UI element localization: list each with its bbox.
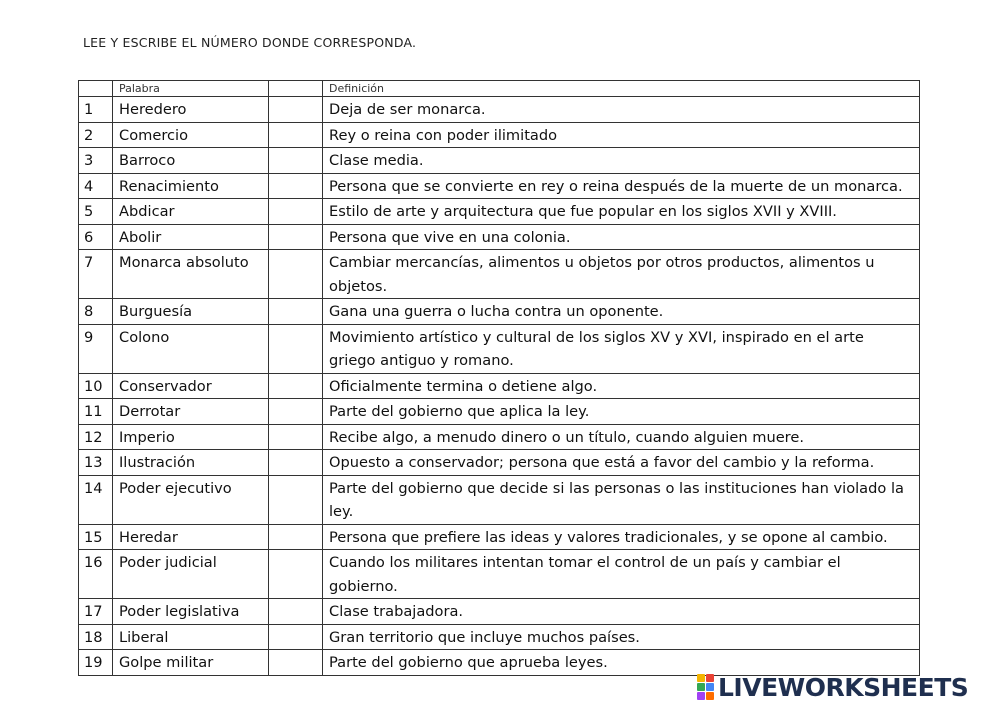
table-row bbox=[79, 424, 920, 450]
row-definition: Parte del gobierno que aplica la ley. bbox=[323, 399, 920, 425]
row-word: Heredero bbox=[113, 97, 269, 123]
row-word: Colono bbox=[113, 324, 269, 373]
row-number: 10 bbox=[79, 373, 113, 399]
table-row bbox=[79, 650, 920, 676]
row-number: 9 bbox=[79, 324, 113, 373]
row-definition: Movimiento artístico y cultural de los siglos XV y XVI, inspirado en el arte griego antiguo y romano. bbox=[323, 324, 920, 373]
answer-cell[interactable] bbox=[269, 299, 323, 325]
logo-square bbox=[697, 683, 705, 691]
answer-cell[interactable] bbox=[269, 250, 323, 299]
answer-cell[interactable] bbox=[269, 475, 323, 524]
row-number: 5 bbox=[79, 199, 113, 225]
table-row bbox=[79, 224, 920, 250]
table-row bbox=[79, 450, 920, 476]
row-number: 1 bbox=[79, 97, 113, 123]
row-number: 12 bbox=[79, 424, 113, 450]
answer-cell[interactable] bbox=[269, 122, 323, 148]
matching-table bbox=[78, 80, 920, 676]
table-row bbox=[79, 624, 920, 650]
row-definition: Deja de ser monarca. bbox=[323, 97, 920, 123]
instructions-title: LEE Y ESCRIBE EL NÚMERO DONDE CORRESPONDA. bbox=[83, 35, 417, 50]
table-row bbox=[79, 97, 920, 123]
row-word: Conservador bbox=[113, 373, 269, 399]
logo-square bbox=[706, 683, 714, 691]
table-row bbox=[79, 373, 920, 399]
table-row bbox=[79, 173, 920, 199]
row-definition: Clase trabajadora. bbox=[323, 599, 920, 625]
logo-square bbox=[706, 692, 714, 700]
row-definition: Gana una guerra o lucha contra un oponente. bbox=[323, 299, 920, 325]
row-word: Poder ejecutivo bbox=[113, 475, 269, 524]
table-row bbox=[79, 199, 920, 225]
row-word: Golpe militar bbox=[113, 650, 269, 676]
liveworksheets-logo bbox=[697, 673, 968, 701]
row-number: 6 bbox=[79, 224, 113, 250]
table-row bbox=[79, 550, 920, 599]
answer-cell[interactable] bbox=[269, 173, 323, 199]
row-number: 4 bbox=[79, 173, 113, 199]
row-number: 16 bbox=[79, 550, 113, 599]
answer-cell[interactable] bbox=[269, 650, 323, 676]
header-definition: Definición bbox=[323, 81, 920, 97]
row-definition: Parte del gobierno que decide si las personas o las instituciones han violado la ley. bbox=[323, 475, 920, 524]
row-number: 8 bbox=[79, 299, 113, 325]
table-row bbox=[79, 599, 920, 625]
header-word: Palabra bbox=[113, 81, 269, 97]
logo-square bbox=[697, 674, 705, 682]
answer-cell[interactable] bbox=[269, 324, 323, 373]
row-word: Abolir bbox=[113, 224, 269, 250]
row-word: Ilustración bbox=[113, 450, 269, 476]
row-word: Imperio bbox=[113, 424, 269, 450]
row-word: Abdicar bbox=[113, 199, 269, 225]
table-row bbox=[79, 324, 920, 373]
row-word: Heredar bbox=[113, 524, 269, 550]
row-definition: Persona que vive en una colonia. bbox=[323, 224, 920, 250]
row-definition: Recibe algo, a menudo dinero o un título, cuando alguien muere. bbox=[323, 424, 920, 450]
table-row bbox=[79, 122, 920, 148]
row-number: 19 bbox=[79, 650, 113, 676]
row-number: 2 bbox=[79, 122, 113, 148]
row-definition: Opuesto a conservador; persona que está a favor del cambio y la reforma. bbox=[323, 450, 920, 476]
row-number: 3 bbox=[79, 148, 113, 174]
answer-cell[interactable] bbox=[269, 224, 323, 250]
liveworksheets-logo-icon bbox=[697, 674, 714, 700]
row-definition: Oficialmente termina o detiene algo. bbox=[323, 373, 920, 399]
table-row bbox=[79, 250, 920, 299]
logo-square bbox=[697, 692, 705, 700]
row-number: 11 bbox=[79, 399, 113, 425]
row-word: Monarca absoluto bbox=[113, 250, 269, 299]
row-definition: Parte del gobierno que aprueba leyes. bbox=[323, 650, 920, 676]
logo-square bbox=[706, 674, 714, 682]
row-number: 18 bbox=[79, 624, 113, 650]
row-number: 7 bbox=[79, 250, 113, 299]
header-answer-cell bbox=[269, 81, 323, 97]
row-definition: Gran territorio que incluye muchos países. bbox=[323, 624, 920, 650]
row-word: Burguesía bbox=[113, 299, 269, 325]
table-header-row bbox=[79, 81, 920, 97]
answer-cell[interactable] bbox=[269, 450, 323, 476]
answer-cell[interactable] bbox=[269, 373, 323, 399]
answer-cell[interactable] bbox=[269, 97, 323, 123]
answer-cell[interactable] bbox=[269, 399, 323, 425]
answer-cell[interactable] bbox=[269, 624, 323, 650]
row-definition: Estilo de arte y arquitectura que fue popular en los siglos XVII y XVIII. bbox=[323, 199, 920, 225]
row-word: Derrotar bbox=[113, 399, 269, 425]
row-definition: Cambiar mercancías, alimentos u objetos por otros productos, alimentos u objetos. bbox=[323, 250, 920, 299]
row-word: Barroco bbox=[113, 148, 269, 174]
header-num-cell bbox=[79, 81, 113, 97]
table-row bbox=[79, 399, 920, 425]
row-word: Poder judicial bbox=[113, 550, 269, 599]
row-number: 15 bbox=[79, 524, 113, 550]
row-definition: Persona que se convierte en rey o reina después de la muerte de un monarca. bbox=[323, 173, 920, 199]
row-word: Renacimiento bbox=[113, 173, 269, 199]
row-number: 17 bbox=[79, 599, 113, 625]
table-row bbox=[79, 148, 920, 174]
answer-cell[interactable] bbox=[269, 148, 323, 174]
logo-text: LIVEWORKSHEETS bbox=[718, 672, 969, 702]
table-row bbox=[79, 524, 920, 550]
answer-cell[interactable] bbox=[269, 599, 323, 625]
table-row bbox=[79, 475, 920, 524]
answer-cell[interactable] bbox=[269, 199, 323, 225]
row-word: Comercio bbox=[113, 122, 269, 148]
row-word: Liberal bbox=[113, 624, 269, 650]
row-definition: Clase media. bbox=[323, 148, 920, 174]
row-definition: Cuando los militares intentan tomar el control de un país y cambiar el gobierno. bbox=[323, 550, 920, 599]
answer-cell[interactable] bbox=[269, 524, 323, 550]
row-number: 14 bbox=[79, 475, 113, 524]
row-number: 13 bbox=[79, 450, 113, 476]
table-row bbox=[79, 299, 920, 325]
row-definition: Persona que prefiere las ideas y valores tradicionales, y se opone al cambio. bbox=[323, 524, 920, 550]
answer-cell[interactable] bbox=[269, 424, 323, 450]
row-word: Poder legislativa bbox=[113, 599, 269, 625]
answer-cell[interactable] bbox=[269, 550, 323, 599]
row-definition: Rey o reina con poder ilimitado bbox=[323, 122, 920, 148]
